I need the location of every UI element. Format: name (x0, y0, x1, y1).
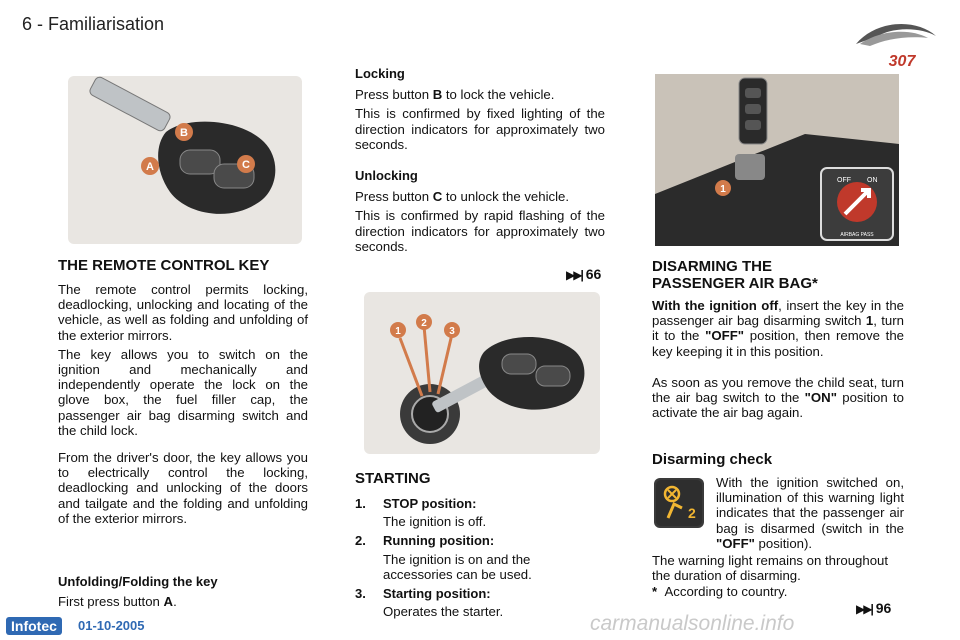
warning-remains-text: The warning light remains on throughout the duration of disarming. (652, 553, 889, 584)
next-page-icon: ▶▶| (856, 602, 872, 616)
remote-key-image (68, 76, 302, 244)
next-page-icon: ▶▶| (566, 268, 582, 282)
remote-key-para-2: The key allows you to switch on the ignition and mechanically and independently operate the lock on the glove box, the fuel filler cap, the passenger air bag disarming switch and the child lock. (58, 346, 308, 438)
page-ref-66[interactable]: ▶▶| 66 (566, 266, 602, 282)
svg-text:C: C (242, 159, 250, 171)
remote-key-text (58, 282, 308, 530)
disarming-check-title: Disarming check (652, 451, 773, 468)
ignition-key-image (364, 292, 600, 454)
unlocking-title: Unlocking (355, 168, 418, 184)
airbag-para-2: As soon as you remove the child seat, turn the air bag switch to the "ON" position to activate the air bag again. (652, 374, 904, 421)
svg-text:307: 307 (888, 53, 916, 70)
watermark: carmanualsonline.info (590, 612, 795, 635)
starting-list (355, 496, 605, 623)
locking-confirm-text: This is confirmed by fixed lighting of the direction indicators for approximately two seconds. (355, 106, 605, 152)
infotec-logo: Infotec (6, 617, 62, 635)
section-title-remote-key: THE REMOTE CONTROL KEY (58, 257, 270, 274)
svg-text:3: 3 (449, 326, 455, 337)
footnote: * According to country. (652, 584, 788, 599)
disarming-check-text: With the ignition switched on, illumination of this warning light indicates that the passenger air bag is disarmed (switch in the "OFF" position). (716, 475, 904, 551)
starting-item: 3. Starting position: Operates the starter. (355, 586, 504, 620)
section-title-starting: STARTING (355, 470, 431, 487)
svg-text:AIRBAG PASS: AIRBAG PASS (840, 232, 874, 238)
section-title-airbag: DISARMING THE PASSENGER AIR BAG* (652, 258, 818, 292)
airbag-para-1: With the ignition off, insert the key in the passenger air bag disarming switch 1, turn it to the "OFF" position, then remove the key keeping it in this position. (652, 298, 905, 359)
page-title: 6 - Familiarisation (22, 14, 165, 34)
footer-date: 01-10-2005 (78, 618, 145, 633)
unlocking-confirm-text: This is confirmed by rapid flashing of the direction indicators for approximately two seconds. (355, 208, 605, 254)
svg-text:2: 2 (421, 318, 427, 329)
svg-text:1: 1 (395, 326, 401, 337)
peugeot-307-logo (836, 14, 944, 74)
airbag-text (652, 298, 904, 424)
svg-text:ON: ON (867, 177, 878, 184)
svg-text:A: A (146, 161, 154, 173)
remote-key-para-1: The remote control permits locking, deadlocking, unlocking and locating of the vehicle, as well as folding and unfolding of the exterior mirrors. (58, 282, 308, 343)
unfolding-text: First press button A. (58, 594, 177, 609)
page-ref-96[interactable]: ▶▶| 96 (856, 600, 892, 616)
starting-item: 1. STOP position: The ignition is off. (355, 496, 487, 530)
locking-block: Locking Press button B to lock the vehicle. This is confirmed by fixed lighting of the direction indicators for approximately two seconds. Unlocking Press button C to unlock the vehicle. This is confirmed by rapid flashing of the direction indicators for approximately two seconds. (355, 66, 605, 254)
airbag-warning-light-icon (654, 478, 704, 528)
airbag-switch-image (655, 74, 899, 246)
locking-title: Locking (355, 66, 405, 81)
svg-text:1: 1 (720, 184, 726, 195)
svg-text:B: B (180, 127, 188, 139)
remote-key-para-3: From the driver's door, the key allows you to electrically control the locking, deadlocking and unlocking of the doors and tailgate and the folding and unfolding of the exterior mirrors. (58, 450, 308, 526)
unfolding-subhead: Unfolding/Folding the key (58, 574, 218, 589)
svg-text:2: 2 (688, 505, 696, 521)
svg-text:OFF: OFF (837, 177, 851, 184)
starting-item: 2. Running position: The ignition is on and the accessories can be used. (355, 533, 532, 582)
